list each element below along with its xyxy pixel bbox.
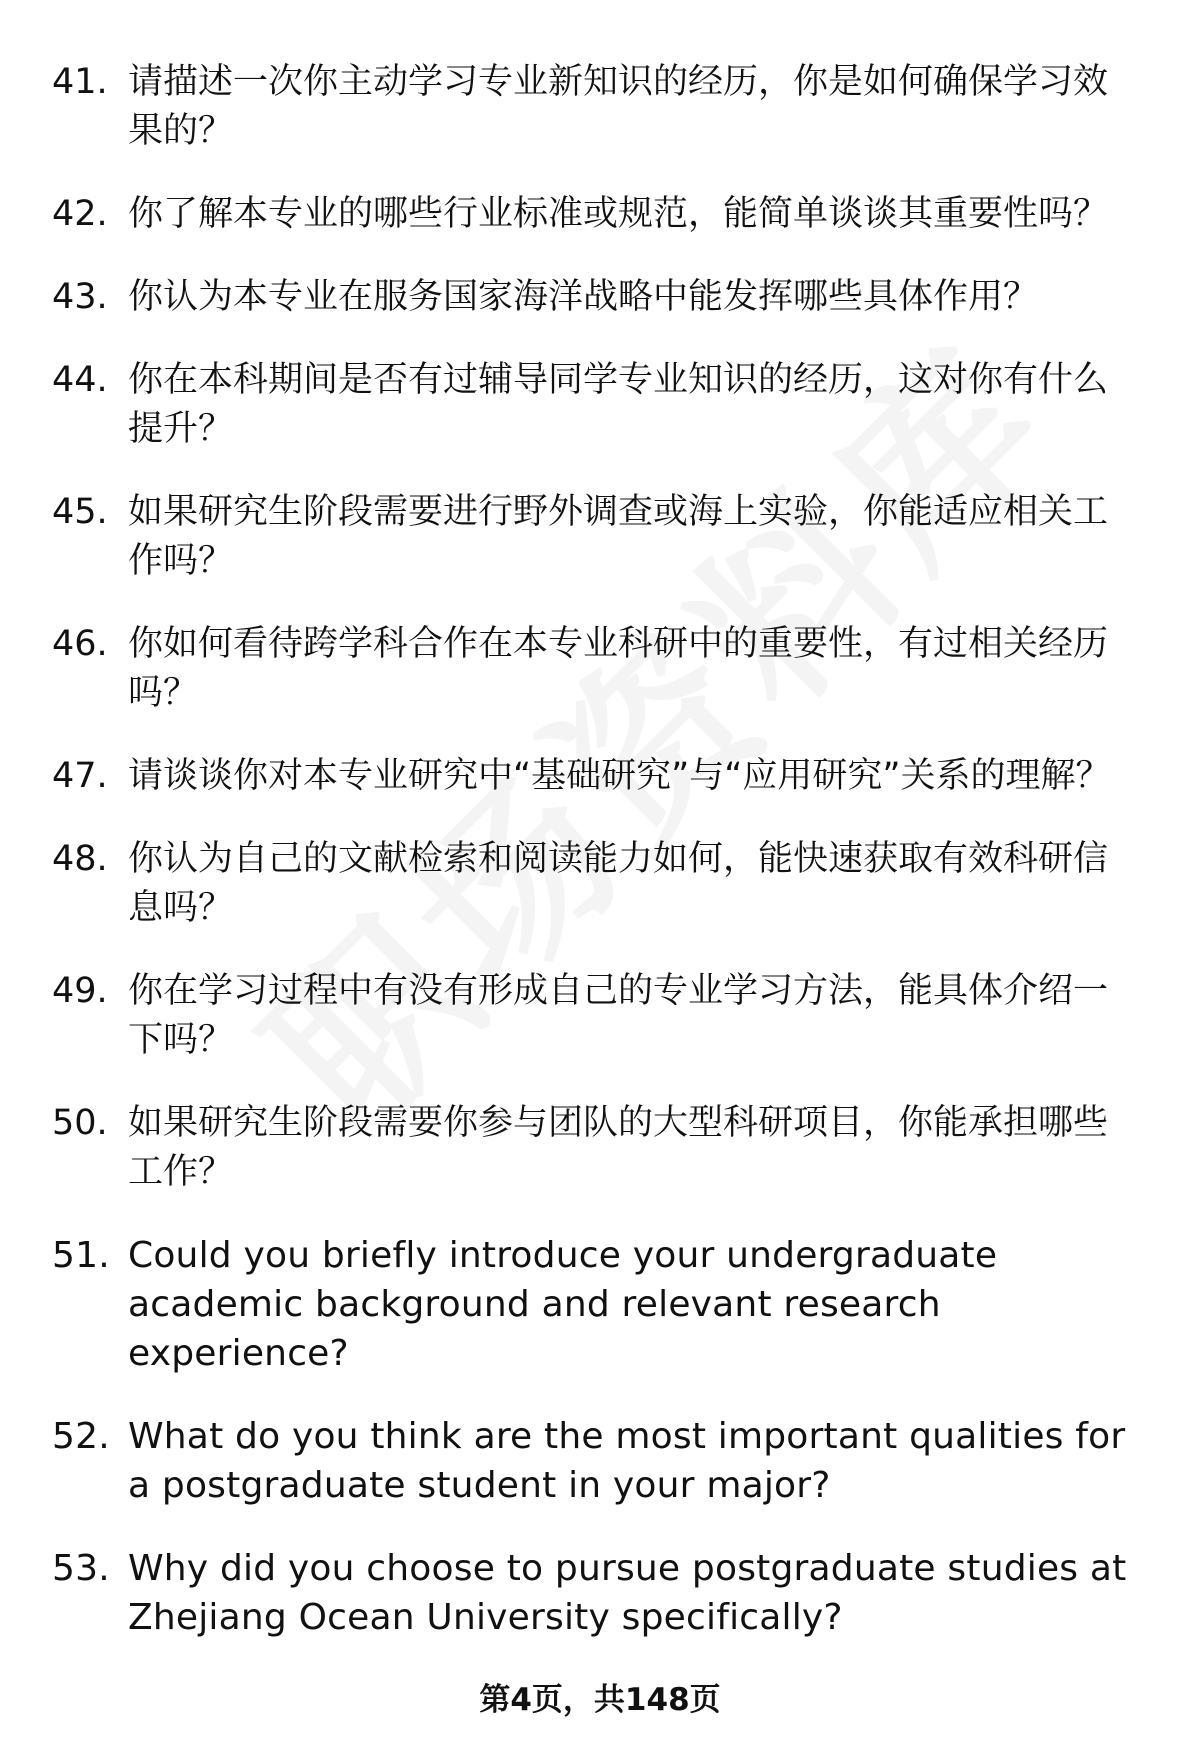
- question-43: [52, 273, 1142, 322]
- question-text: What do you think are the most important qualities for a postgraduate student in your major?: [128, 1416, 1126, 1506]
- question-41: [52, 58, 1142, 156]
- question-text: 你在学习过程中有没有形成自己的专业学习方法，能具体介绍一下吗？: [128, 971, 1109, 1060]
- question-number: 51.: [52, 1235, 110, 1276]
- question-number: 48.: [52, 839, 108, 879]
- question-text: Could you briefly introduce your undergraduate academic background and relevant research experience?: [128, 1235, 998, 1374]
- question-number: 46.: [52, 624, 108, 664]
- question-text: 你如何看待跨学科合作在本专业科研中的重要性，有过相关经历吗？: [128, 624, 1109, 713]
- question-48: [52, 835, 1142, 933]
- question-45: [52, 488, 1142, 586]
- question-number: 45.: [52, 492, 108, 532]
- question-number: 41.: [52, 62, 108, 102]
- question-44: [52, 356, 1142, 454]
- question-number: 52.: [52, 1416, 110, 1457]
- question-42: [52, 190, 1142, 239]
- question-number: 43.: [52, 277, 108, 317]
- question-number: 53.: [52, 1548, 110, 1589]
- question-47: [52, 752, 1142, 801]
- question-text: 如果研究生阶段需要进行野外调查或海上实验，你能适应相关工作吗？: [128, 492, 1109, 581]
- question-50: [52, 1099, 1142, 1197]
- question-53: [52, 1544, 1142, 1642]
- question-text: 你认为自己的文献检索和阅读能力如何，能快速获取有效科研信息吗？: [128, 839, 1109, 928]
- question-text: 你认为本专业在服务国家海洋战略中能发挥哪些具体作用？: [128, 277, 1039, 317]
- question-list: [52, 58, 1142, 1676]
- question-number: 49.: [52, 971, 108, 1011]
- question-51: [52, 1231, 1142, 1378]
- question-text: 你在本科期间是否有过辅导同学专业知识的经历，这对你有什么提升？: [128, 360, 1109, 449]
- question-text: 请谈谈你对本专业研究中“基础研究”与“应用研究”关系的理解？: [128, 756, 1111, 796]
- question-46: [52, 620, 1142, 718]
- question-number: 42.: [52, 194, 108, 234]
- question-52: [52, 1412, 1142, 1510]
- question-text: 请描述一次你主动学习专业新知识的经历，你是如何确保学习效果的？: [128, 62, 1109, 151]
- question-text: 如果研究生阶段需要你参与团队的大型科研项目，你能承担哪些工作？: [128, 1103, 1109, 1192]
- question-number: 44.: [52, 360, 108, 400]
- question-49: [52, 967, 1142, 1065]
- question-number: 50.: [52, 1103, 108, 1143]
- question-text: Why did you choose to pursue postgraduate studies at Zhejiang Ocean University specifically?: [128, 1548, 1127, 1638]
- question-text: 你了解本专业的哪些行业标准或规范，能简单谈谈其重要性吗？: [128, 194, 1109, 234]
- page-footer: 第4页，共148页: [479, 1682, 721, 1718]
- question-number: 47.: [52, 756, 108, 796]
